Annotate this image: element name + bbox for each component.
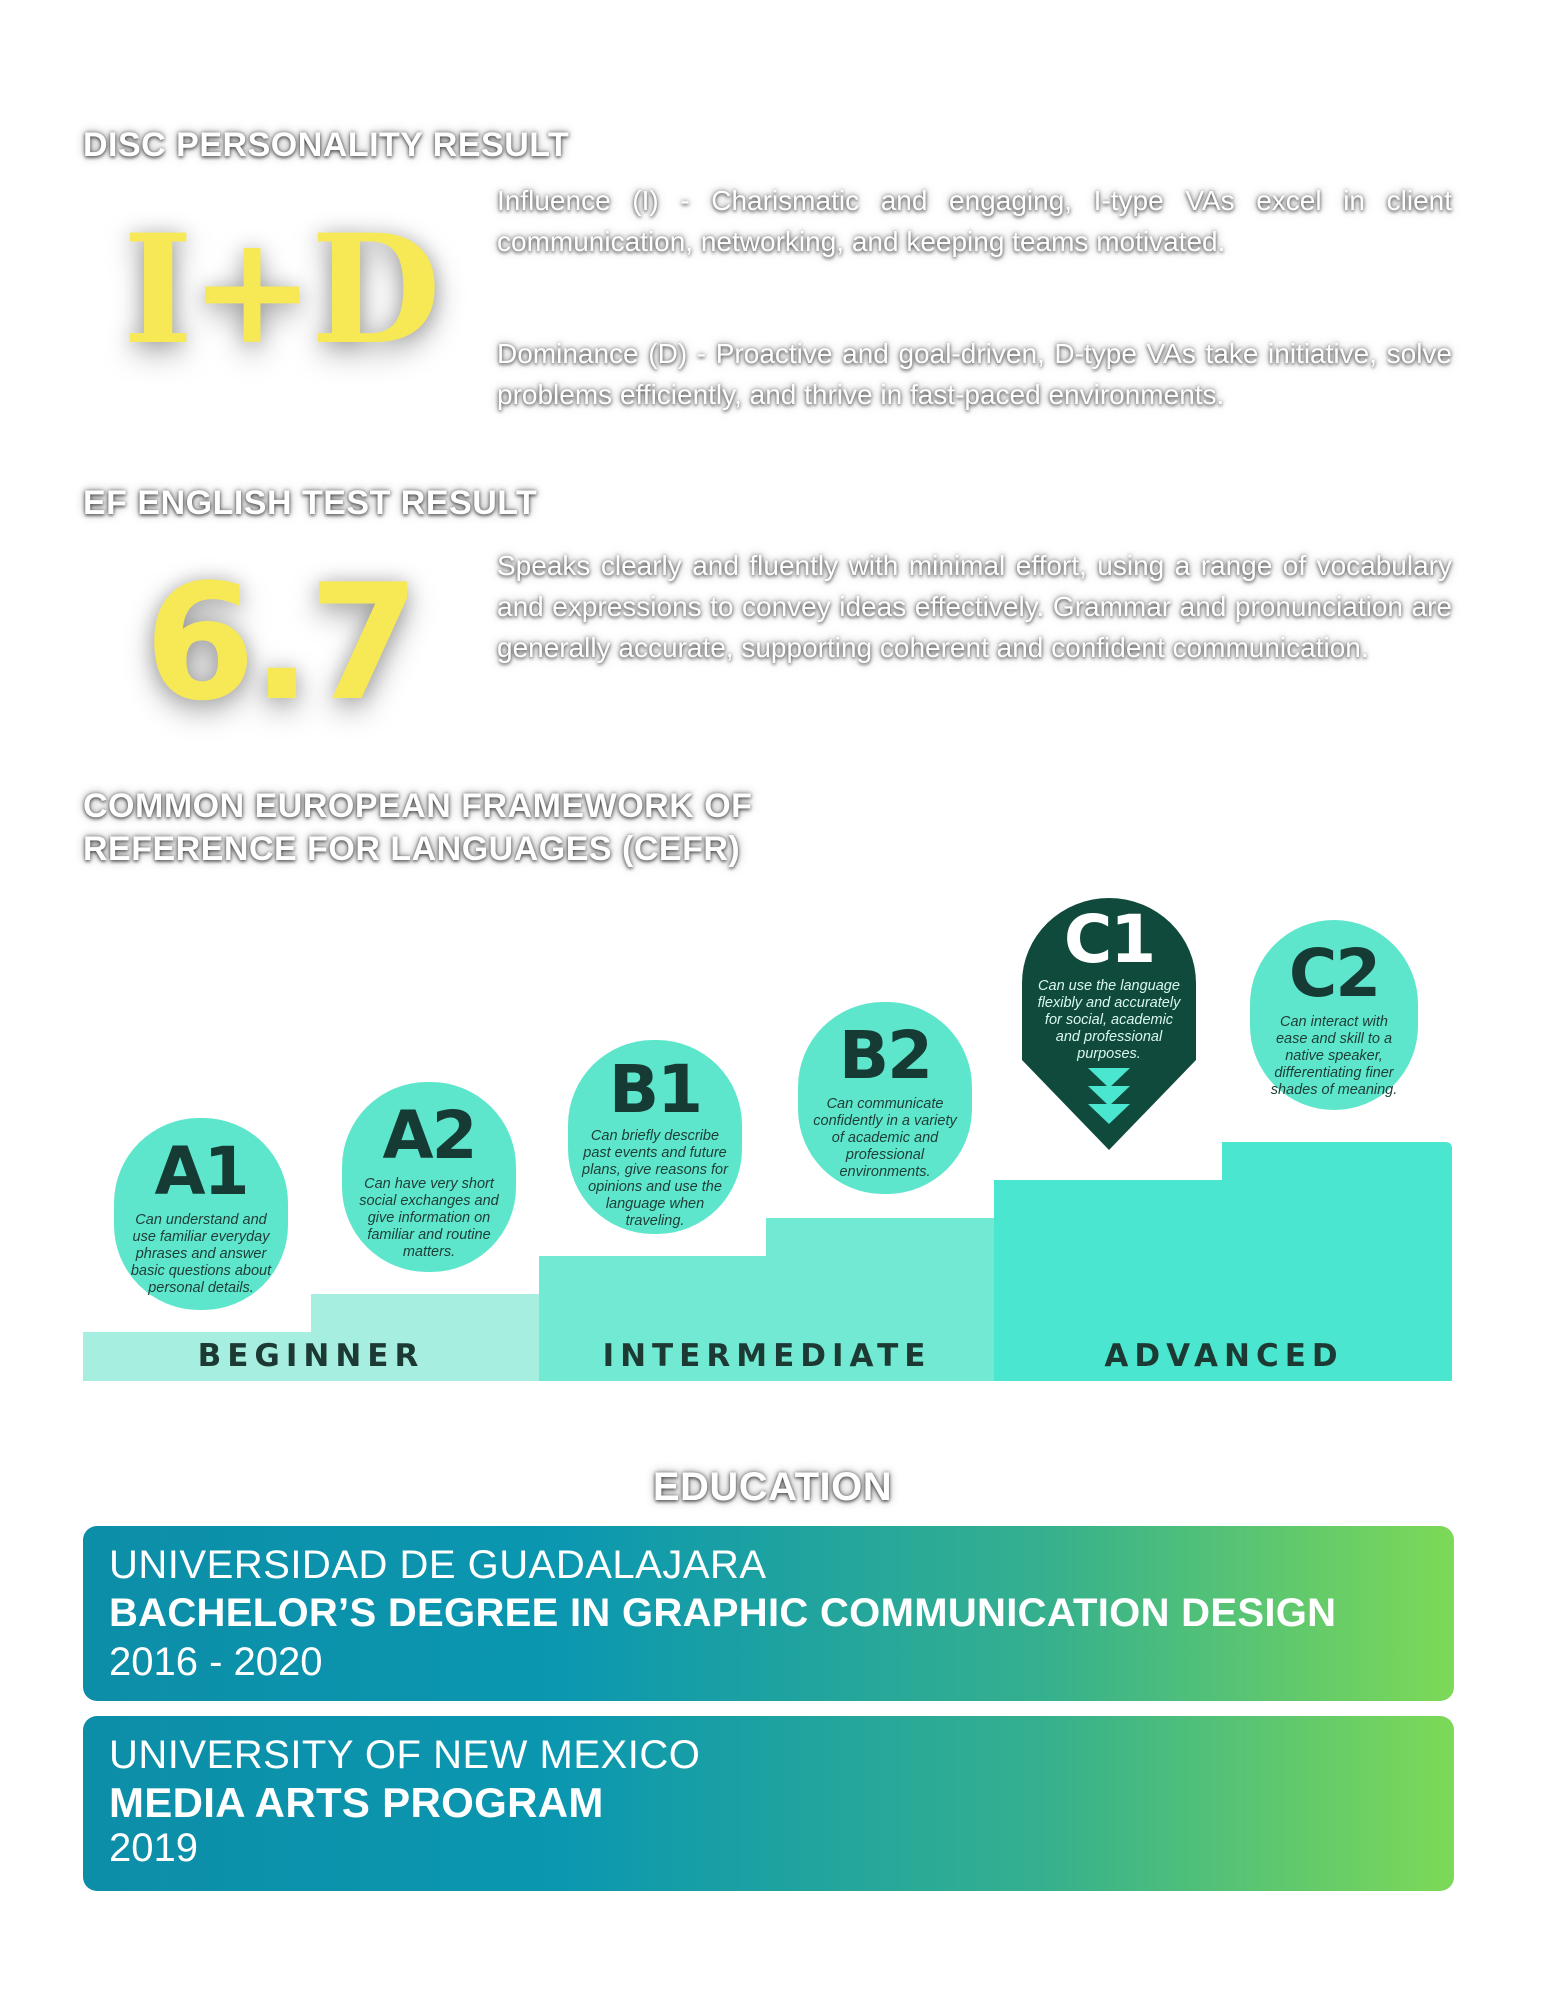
band-intermediate: INTERMEDIATE [602,1338,932,1374]
education-degree: MEDIA ARTS PROGRAM [109,1779,604,1826]
band-advanced: ADVANCED [1104,1338,1344,1374]
level-b2-desc: Can communicate confidently in a variety of academic and professional environments. [813,1096,957,1180]
level-b1-desc: Can briefly describe past events and future plans, give reasons for opinions and use the language when traveling. [582,1128,728,1229]
education-years: 2016 - 2020 [109,1640,323,1684]
disc-section-title: DISC PERSONALITY RESULT [83,126,570,164]
level-a1-code: A1 [154,1133,248,1210]
education-degree: BACHELOR’S DEGREE IN GRAPHIC COMMUNICATION DESIGN [109,1591,1337,1635]
band-beginner: BEGINNER [197,1338,425,1374]
ef-section-title: EF ENGLISH TEST RESULT [83,484,538,522]
level-a1-desc: Can understand and use familiar everyday phrases and answer basic questions about personal details. [130,1212,272,1296]
ef-score: 6.7 [144,549,416,736]
level-a1 [114,1118,288,1310]
education-years: 2019 [109,1826,198,1870]
education-card-unm [83,1716,1454,1891]
level-b2-code: B2 [838,1017,932,1094]
cefr-title-line2: REFERENCE FOR LANGUAGES (CEFR) [83,830,741,868]
level-a2-desc: Can have very short social exchanges and give information on familiar and routine matters. [359,1176,499,1260]
education-school: UNIVERSIDAD DE GUADALAJARA [109,1543,767,1587]
level-c2-code: C2 [1288,935,1380,1012]
level-b1 [568,1040,742,1234]
level-a2-code: A2 [382,1097,476,1174]
cefr-section-title [83,785,752,871]
level-c1 [1022,898,1196,1150]
level-a2 [342,1082,516,1272]
level-c2 [1250,920,1418,1110]
level-c2-desc: Can interact with ease and skill to a native speaker, differentiating finer shades of meaning. [1270,1014,1398,1098]
education-school: UNIVERSITY OF NEW MEXICO [109,1733,701,1777]
level-b2 [798,1002,972,1194]
education-card-udg [83,1526,1454,1701]
disc-dominance-paragraph: Dominance (D) - Proactive and goal-driven, D-type VAs take initiative, solve problems efficiently, and thrive in fast-paced environments. [497,338,1452,410]
level-c1-code: C1 [1063,901,1155,978]
cefr-title-line1: COMMON EUROPEAN FRAMEWORK OF [83,787,753,825]
disc-result: I+D [123,202,437,378]
disc-influence-paragraph: Influence (I) - Charismatic and engaging, I-type VAs excel in client communication, networking, and keeping teams motivated. [497,185,1452,257]
education-section-title: EDUCATION [652,1465,893,1509]
level-b1-code: B1 [608,1051,702,1128]
ef-description: Speaks clearly and fluently with minimal effort, using a range of vocabulary and expressions to convey ideas effectively. Grammar and pronunciation are generally accurate, supporting coherent and confident communication. [497,550,1452,663]
level-c1-desc: Can use the language flexibly and accurately for social, academic and professional purposes. [1037,978,1181,1062]
